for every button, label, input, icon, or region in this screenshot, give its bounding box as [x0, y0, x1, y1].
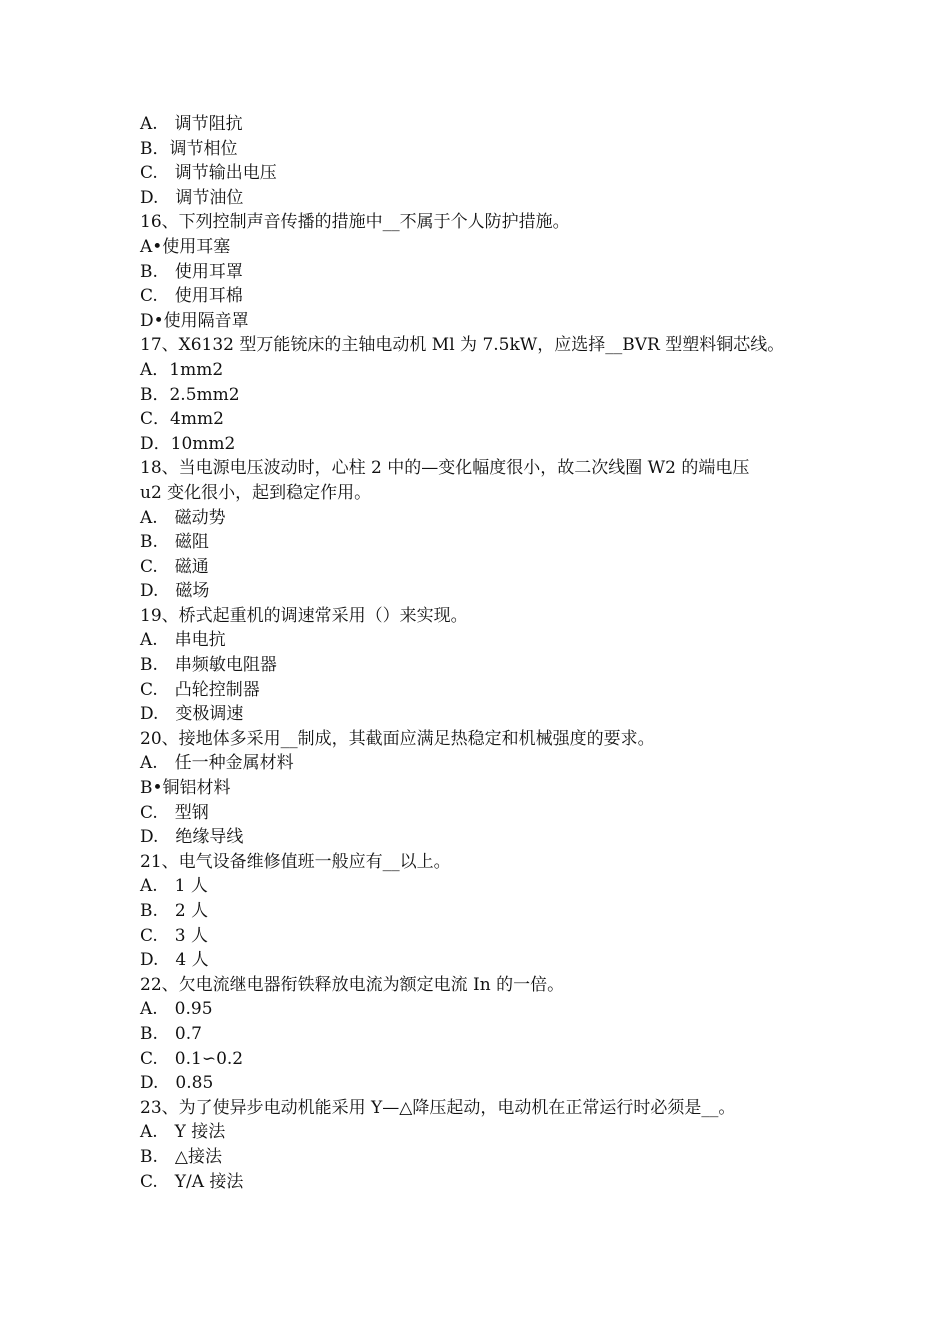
option-d-line: D•使用隔音罩 [140, 310, 249, 331]
option-c-line: C. 3 人 [140, 925, 209, 946]
option-a-line: A. Y 接法 [140, 1122, 226, 1143]
option-d-line: D. 0.85 [140, 1073, 214, 1094]
option-b-line: B. 串频敏电阻器 [140, 655, 277, 676]
option-b-line: B．2.5mm2 [140, 384, 240, 405]
question-17: 17、X6132 型万能铳床的主轴电动机 Ml 为 7.5kW，应选择__BVR 型塑料铜芯线。 [140, 335, 785, 356]
option-a-line: A. 串电抗 [140, 630, 226, 651]
option-a-line: A．1mm2 [140, 359, 224, 380]
option-d-line: D. 变极调速 [140, 704, 244, 725]
option-c-line: C. 凸轮控制器 [140, 679, 260, 700]
question-18: 18、当电源电压波动时，心柱 2 中的—变化幅度很小，故二次线圈 W2 的端电压 [140, 458, 750, 479]
option-c-line: C. 调节输出电压 [140, 163, 277, 184]
option-b-line: B•铜铝材料 [140, 778, 231, 799]
option-c-line: C. Y/A 接法 [140, 1171, 244, 1192]
question-18-continued: u2 变化很小，起到稳定作用。 [140, 482, 372, 503]
option-d-line: D. 调节油位 [140, 187, 244, 208]
question-16: 16、下列控制声音传播的措施中__不属于个人防护措施。 [140, 212, 570, 233]
question-23: 23、为了使异步电动机能采用 Y—△降压起动，电动机在正常运行时必须是__。 [140, 1097, 736, 1118]
option-c-line: C. 磁通 [140, 556, 209, 577]
option-d-line: D. 4 人 [140, 950, 209, 971]
option-b-line: B. 2 人 [140, 901, 209, 921]
option-d-line: D．10mm2 [140, 433, 236, 454]
question-22: 22、欠电流继电器衔铁释放电流为额定电流 In 的一倍。 [140, 974, 565, 995]
option-a-line: A. 1 人 [140, 876, 208, 897]
option-b-line: B．调节相位 [140, 138, 238, 159]
option-b-line: B. 磁阻 [140, 532, 209, 553]
option-c-line: C．4mm2 [140, 409, 224, 430]
question-19: 19、桥式起重机的调速常采用（）来实现。 [140, 605, 468, 626]
option-d-line: D. 绝缘导线 [140, 827, 244, 848]
option-b-line: B. △接法 [140, 1146, 222, 1167]
document-page [140, 112, 820, 1194]
option-c-line: C. 型钢 [140, 802, 209, 823]
question-20: 20、接地体多采用__制成，其截面应满足热稳定和机械强度的要求。 [140, 728, 655, 749]
option-c-line: C. 0.1∽0.2 [140, 1048, 244, 1069]
option-b-line: B. 0.7 [140, 1023, 202, 1044]
option-a-line: A. 磁动势 [140, 507, 226, 528]
option-a-line: A. 0.95 [140, 999, 213, 1020]
option-c-line: C. 使用耳棉 [140, 286, 243, 307]
question-21: 21、电气设备维修值班一般应有__以上。 [140, 851, 451, 872]
option-a-line: A. 调节阻抗 [140, 114, 243, 134]
option-a-line: A. 任一种金属材料 [140, 753, 294, 774]
option-d-line: D. 磁场 [140, 581, 210, 602]
option-b-line: B. 使用耳罩 [140, 261, 243, 282]
option-a-line: A•使用耳塞 [140, 236, 231, 257]
